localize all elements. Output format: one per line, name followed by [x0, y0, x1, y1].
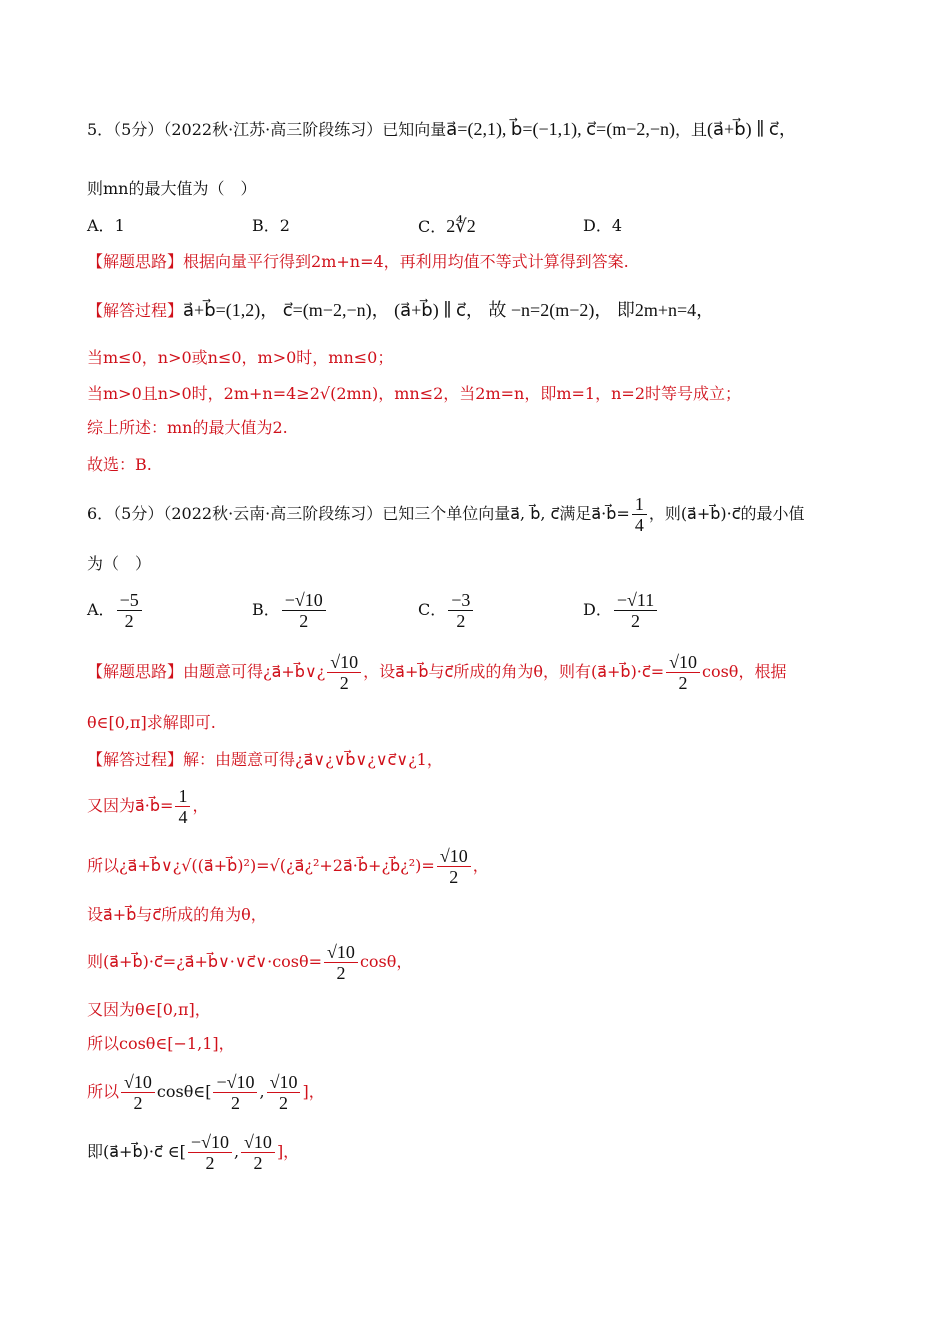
process-text: cosθ， [359, 952, 413, 971]
process-text: 解：由题意可得¿a⃗∨¿∨b⃗∨¿∨c⃗∨¿1， [183, 750, 443, 769]
option-letter: C． [418, 600, 447, 619]
q5-process-line-3: 当m>0且n>0时，2m+n=4≥2√(2mn)，mn≤2，当2m=n，即m=1，n=2时等号成立； [87, 384, 741, 403]
q6-idea [87, 652, 786, 693]
process-fraction [121, 1072, 155, 1113]
fraction-denominator: 2 [133, 1093, 143, 1113]
option-letter: B． [252, 216, 280, 235]
process-tag: 【解答过程】 [87, 301, 184, 320]
idea-text-c: cosθ，根据 [702, 662, 787, 681]
process-text: ， [192, 796, 209, 815]
q6-option-a[interactable] [87, 590, 144, 631]
q6-stem: 6．（5分）（2022秋·云南·高三阶段练习）已知三个单位向量a⃗, b⃗, c⃗满足a⃗·b⃗= [87, 504, 630, 523]
q5-option-d[interactable] [583, 214, 622, 238]
option-text: 4 [611, 216, 623, 235]
fraction-denominator: 4 [178, 807, 188, 827]
process-text: 所以¿a⃗+b⃗∨¿√((a⃗+b⃗)²)=√(¿a⃗¿²+2a⃗·b⃗+¿b⃗¿²)= [87, 856, 435, 875]
q6-process-line-9 [87, 1132, 299, 1173]
idea-text: 根据向量平行得到2m+n=4，再利用均值不等式计算得到答案. [183, 252, 629, 271]
fraction-numerator: √10 [241, 1132, 275, 1153]
q5-process-line-2: 当m≤0，n>0或n≤0，m>0时，mn≤0； [87, 348, 394, 367]
fraction-numerator: √10 [267, 1072, 301, 1093]
q6-stem-fraction [632, 494, 647, 535]
process-text: 即(a⃗+b⃗)·c⃗ ∈[ [87, 1142, 186, 1161]
q5-condition: (a⃗+b⃗) ∥ c⃗， [707, 119, 797, 139]
fraction-numerator: −5 [117, 590, 142, 611]
option-letter: C． [418, 217, 447, 236]
fraction-denominator: 2 [253, 1153, 263, 1173]
fraction-denominator: 2 [279, 1093, 288, 1113]
process-text: ]， [276, 1142, 300, 1161]
option-text: 1 [114, 216, 125, 235]
process-text: , [259, 1082, 265, 1101]
fraction-denominator: 2 [631, 611, 641, 631]
fraction-numerator: 1 [632, 494, 647, 515]
option-letter: A． [87, 216, 115, 235]
process-fraction [324, 942, 358, 983]
process-fraction [175, 786, 190, 827]
process-fraction [241, 1132, 275, 1173]
q6-option-d[interactable] [583, 590, 659, 631]
idea-text-b: ，设a⃗+b⃗与c⃗所成的角为θ，则有(a⃗+b⃗)·c⃗= [363, 662, 665, 681]
option-letter: D． [583, 600, 612, 619]
q6-process-line-3 [87, 846, 489, 887]
q5-option-a[interactable] [87, 214, 125, 238]
fraction-denominator: 2 [678, 673, 688, 693]
fraction-numerator: √10 [327, 652, 361, 673]
fraction-denominator: 2 [299, 611, 309, 631]
q6-process-line-2 [87, 786, 208, 827]
process-fraction [213, 1072, 257, 1113]
idea-fraction-2 [666, 652, 700, 693]
option-fraction [117, 590, 142, 631]
option-fraction [448, 590, 473, 631]
fraction-denominator: 2 [449, 867, 459, 887]
q5-option-b[interactable] [252, 214, 290, 238]
q6-process-line-8 [87, 1072, 325, 1113]
option-letter: B． [252, 600, 280, 619]
fraction-numerator: √10 [666, 652, 700, 673]
q6-option-b[interactable] [252, 590, 328, 631]
q5-process-line-4: 综上所述：mn的最大值为2. [87, 418, 288, 437]
q6-process-line-5 [87, 942, 412, 983]
process-text: ， [472, 856, 489, 875]
process-text: 又因为a⃗·b⃗= [87, 796, 174, 815]
q6-process-line-6: 又因为θ∈[0,π]， [87, 1000, 211, 1019]
process-fraction [267, 1072, 301, 1113]
fraction-denominator: 2 [230, 1093, 240, 1113]
q6-option-c[interactable] [418, 590, 475, 631]
process-text: 则(a⃗+b⃗)·c⃗=¿a⃗+b⃗∨·∨c⃗∨·cosθ= [87, 952, 323, 971]
fraction-numerator: √10 [324, 942, 358, 963]
q6-stem-tail: ，则(a⃗+b⃗)·c⃗的最小值 [648, 504, 805, 523]
q5-process [87, 298, 714, 323]
fraction-denominator: 2 [456, 611, 466, 631]
fraction-numerator: −√11 [614, 590, 657, 611]
q5-option-c[interactable] [418, 214, 476, 239]
q5-stem: 5．（5分）（2022秋·江苏·高三阶段练习）已知向量 [87, 120, 447, 139]
q6-process-line-4: 设a⃗+b⃗与c⃗所成的角为θ， [87, 905, 267, 924]
q6-process-line-7: 所以cosθ∈[−1,1]， [87, 1034, 235, 1053]
process-tag: 【解答过程】 [87, 750, 184, 769]
q6-process-line-1 [87, 748, 443, 772]
q5-idea [87, 250, 629, 274]
idea-tag: 【解题思路】 [87, 662, 184, 681]
q5-vectors: a⃗=(2,1), b⃗=(−1,1), c⃗=(m−2,−n) [446, 119, 675, 139]
option-text: 2 [279, 216, 290, 235]
fraction-denominator: 2 [205, 1153, 215, 1173]
fraction-denominator: 4 [634, 515, 644, 535]
fraction-denominator: 2 [339, 673, 349, 693]
idea-fraction-1 [327, 652, 361, 693]
q5-stem-line [87, 117, 797, 142]
option-letter: A． [87, 600, 115, 619]
option-fraction [614, 590, 657, 631]
process-text: cosθ∈[ [156, 1082, 212, 1101]
option-letter: D． [583, 216, 612, 235]
process-line-1: a⃗+b⃗=(1,2)， c⃗=(m−2,−n)， (a⃗+b⃗) ∥ c⃗， 故 −n=2(m−2)， 即2m+n=4， [183, 300, 715, 320]
fraction-numerator: −√10 [282, 590, 326, 611]
process-fraction [188, 1132, 232, 1173]
q5-answer: 故选：B. [87, 455, 152, 474]
q6-idea-line-2: θ∈[0,π]求解即可. [87, 713, 216, 732]
q5-stem2: 则mn的最大值为（ ） [87, 179, 257, 198]
fraction-numerator: 1 [175, 786, 190, 807]
fraction-numerator: −√10 [188, 1132, 232, 1153]
q5-cond-prefix: ，且 [675, 120, 708, 139]
option-fraction [282, 590, 326, 631]
option-text: 2∜2 [446, 216, 476, 236]
fraction-numerator: √10 [437, 846, 471, 867]
fraction-numerator: √10 [121, 1072, 155, 1093]
process-fraction [437, 846, 471, 887]
idea-tag: 【解题思路】 [87, 252, 184, 271]
fraction-numerator: −3 [448, 590, 473, 611]
q6-stem2: 为（ ） [87, 554, 152, 573]
fraction-numerator: −√10 [213, 1072, 257, 1093]
fraction-denominator: 2 [336, 963, 346, 983]
process-text: , [233, 1142, 240, 1161]
q6-stem-line [87, 494, 805, 535]
process-text: 所以 [87, 1082, 120, 1101]
fraction-denominator: 2 [124, 611, 134, 631]
process-text: ]， [302, 1082, 325, 1101]
idea-text-a: 由题意可得¿a⃗+b⃗∨¿ [183, 662, 326, 681]
